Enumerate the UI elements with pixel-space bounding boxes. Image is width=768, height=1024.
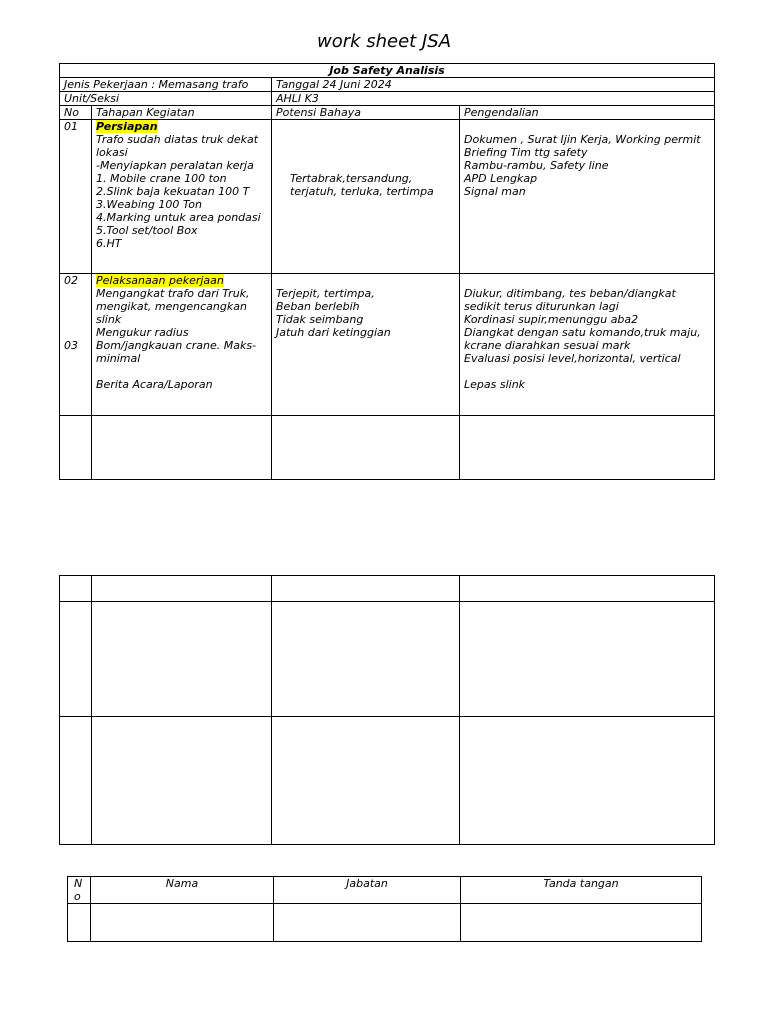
sign-col-tanda-tangan: Tanda tangan [461, 877, 702, 904]
signature-table [67, 876, 702, 942]
text-line: Dokumen , Surat Ijin Kerja, Working permit [464, 133, 701, 146]
jenis-pekerjaan: Jenis Pekerjaan : Memasang trafo [60, 78, 272, 92]
text-line: Diangkat dengan satu komando,truk maju, [464, 326, 701, 339]
text-line: Tidak seimbang [276, 313, 364, 326]
table-row-empty [60, 416, 715, 480]
sign-col-nama: Nama [91, 877, 274, 904]
text-line: Bom/jangkauan crane. Maks- [96, 339, 257, 352]
text-line: Lepas slink [464, 378, 526, 391]
row2-tahapan [92, 274, 272, 416]
table-row [60, 274, 715, 416]
table-row-empty [60, 717, 715, 845]
text-line: Rambu-rambu, Safety line [464, 159, 609, 172]
row2-pengendalian [460, 274, 715, 416]
row1-potensi [272, 120, 460, 274]
col-header-no: No [60, 106, 92, 120]
text-line: Diukur, ditimbang, tes beban/diangkat [464, 287, 676, 300]
text-line: sedikit terus diturunkan lagi [464, 300, 619, 313]
text-line: kcrane diarahkan sesuai mark [464, 339, 631, 352]
text-line [464, 365, 710, 378]
text-line: Evaluasi posisi level,horizontal, vertical [464, 352, 681, 365]
row1-no: 01 [60, 120, 92, 274]
row1-tahapan [92, 120, 272, 274]
blank-table [59, 575, 715, 845]
text-line: -Menyiapkan peralatan kerja [96, 159, 254, 172]
sign-col-no: N o [68, 877, 91, 904]
row2-tahapan-lines [96, 287, 267, 391]
jsa-table [59, 63, 715, 480]
text-line: 3.Weabing 100 Ton [96, 198, 202, 211]
text-line: Tertabrak,tersandung, [290, 172, 413, 185]
text-line: terjatuh, terluka, tertimpa [290, 185, 434, 198]
text-line: APD Lengkap [464, 172, 538, 185]
table-row-empty [60, 602, 715, 717]
text-line: Trafo sudah diatas truk dekat [96, 133, 259, 146]
text-line: 1. Mobile crane 100 ton [96, 172, 227, 185]
text-line: Berita Acara/Laporan [96, 378, 213, 391]
text-line: slink [96, 313, 122, 326]
sign-col-jabatan: Jabatan [274, 877, 461, 904]
col-header-tahapan: Tahapan Kegiatan [92, 106, 272, 120]
col-header-potensi: Potensi Bahaya [272, 106, 460, 120]
text-line: 6.HT [96, 237, 122, 250]
row1-tahapan-lines [96, 133, 267, 250]
text-line: 2.Slink baja kekuatan 100 T [96, 185, 250, 198]
col-header-pengendalian: Pengendalian [460, 106, 715, 120]
text-line: Mengangkat trafo dari Truk, [96, 287, 250, 300]
text-line: Briefing Tim ttg safety [464, 146, 588, 159]
text-line: Terjepit, tertimpa, [276, 287, 375, 300]
unit-seksi: Unit/Seksi [60, 92, 272, 106]
table-row-empty [60, 576, 715, 602]
table-row [60, 120, 715, 274]
row2-potensi [272, 274, 460, 416]
text-line: Signal man [464, 185, 526, 198]
row2-no-a: 02 [64, 274, 78, 287]
text-line: Kordinasi supir,menunggu aba2 [464, 313, 639, 326]
text-line: Mengukur radius [96, 326, 189, 339]
text-line: 4.Marking untuk area pondasi [96, 211, 261, 224]
row1-pengendalian [460, 120, 715, 274]
text-line: mengikat, mengencangkan [96, 300, 247, 313]
text-line: 5.Tool set/tool Box [96, 224, 198, 237]
text-line: Jatuh dari ketinggian [276, 326, 391, 339]
row2-no [60, 274, 92, 416]
table-row-empty [68, 904, 702, 942]
unit-value: AHLI K3 [272, 92, 715, 106]
text-line: Beban berlebih [276, 300, 360, 313]
document-title: work sheet JSA [316, 31, 452, 52]
tanggal: Tanggal 24 Juni 2024 [272, 78, 715, 92]
row2-tahapan-title: Pelaksanaan pekerjaan [96, 274, 224, 287]
text-line: minimal [96, 352, 141, 365]
text-line [96, 365, 267, 378]
jsa-heading: Job Safety Analisis [60, 64, 715, 78]
row1-tahapan-title: Persiapan [96, 120, 158, 133]
row2-no-b: 03 [64, 339, 78, 352]
text-line: lokasi [96, 146, 128, 159]
